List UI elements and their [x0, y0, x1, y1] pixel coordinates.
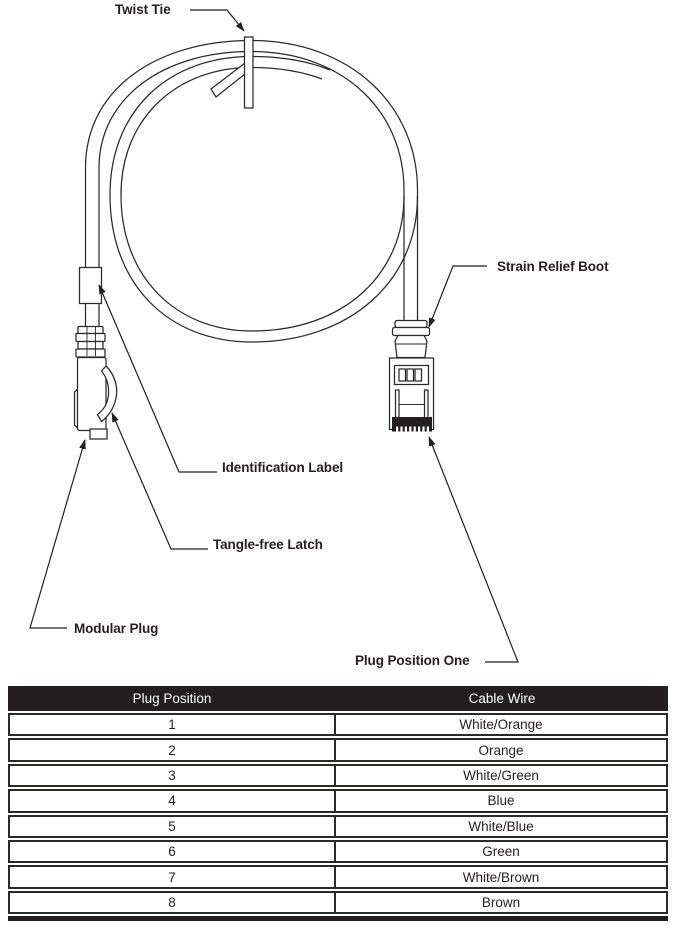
- table-cell-position: 3: [8, 764, 336, 787]
- leader-modular-plug: [30, 440, 85, 628]
- table-cell-wire: White/Brown: [336, 865, 668, 888]
- leader-strain-relief-boot: [429, 266, 487, 327]
- label-strain-relief-boot: Strain Relief Boot: [497, 259, 609, 274]
- label-identification-label: Identification Label: [222, 460, 344, 475]
- table-row: [8, 815, 668, 838]
- table-cell-position: 2: [8, 738, 336, 761]
- label-modular-plug: Modular Plug: [74, 621, 159, 636]
- table-row: [8, 764, 668, 787]
- leader-plug-position-one: [429, 437, 518, 662]
- table-cell-wire: White/Green: [336, 764, 668, 787]
- table-header-row: [8, 686, 668, 711]
- table-cell-wire: White/Orange: [336, 713, 668, 736]
- modular-plug: [75, 358, 117, 440]
- table-cell-wire: Brown: [336, 891, 668, 914]
- left-strain-relief-boot: [76, 327, 105, 358]
- plug-foot: [90, 429, 107, 439]
- label-plug-position-one: Plug Position One: [355, 653, 470, 668]
- label-twist-tie: Twist Tie: [115, 2, 171, 17]
- wiring-table: [8, 686, 668, 921]
- leader-twist-tie: [190, 10, 244, 31]
- table-cell-position: 4: [8, 789, 336, 812]
- table-cell-position: 6: [8, 840, 336, 863]
- table-row: [8, 713, 668, 736]
- table-cell-position: 8: [8, 891, 336, 914]
- table-cell-position: 1: [8, 713, 336, 736]
- right-strain-relief-boot: [393, 321, 430, 358]
- twist-tie: [211, 37, 253, 108]
- table-header-plug-position: Plug Position: [132, 691, 212, 706]
- table-row: [8, 738, 668, 761]
- table-cell-position: 5: [8, 815, 336, 838]
- table-row: [8, 891, 668, 914]
- table-row: [8, 865, 668, 888]
- table-bottom-bar: [8, 916, 668, 921]
- table-cell-position: 7: [8, 865, 336, 888]
- leader-tangle-free-latch: [112, 413, 208, 549]
- right-connector: [390, 321, 434, 432]
- identification-label-sleeve: [80, 268, 102, 304]
- table-cell-wire: White/Blue: [336, 815, 668, 838]
- leader-identification-label: [99, 285, 217, 472]
- table-row: [8, 789, 668, 812]
- table-cell-wire: Green: [336, 840, 668, 863]
- plug-contacts: [392, 417, 432, 432]
- table-header-cable-wire: Cable Wire: [468, 691, 536, 706]
- label-tangle-free-latch: Tangle-free Latch: [213, 537, 323, 552]
- table-cell-wire: Orange: [336, 738, 668, 761]
- table-cell-wire: Blue: [336, 789, 668, 812]
- table-row: [8, 840, 668, 863]
- left-connector: [75, 268, 117, 440]
